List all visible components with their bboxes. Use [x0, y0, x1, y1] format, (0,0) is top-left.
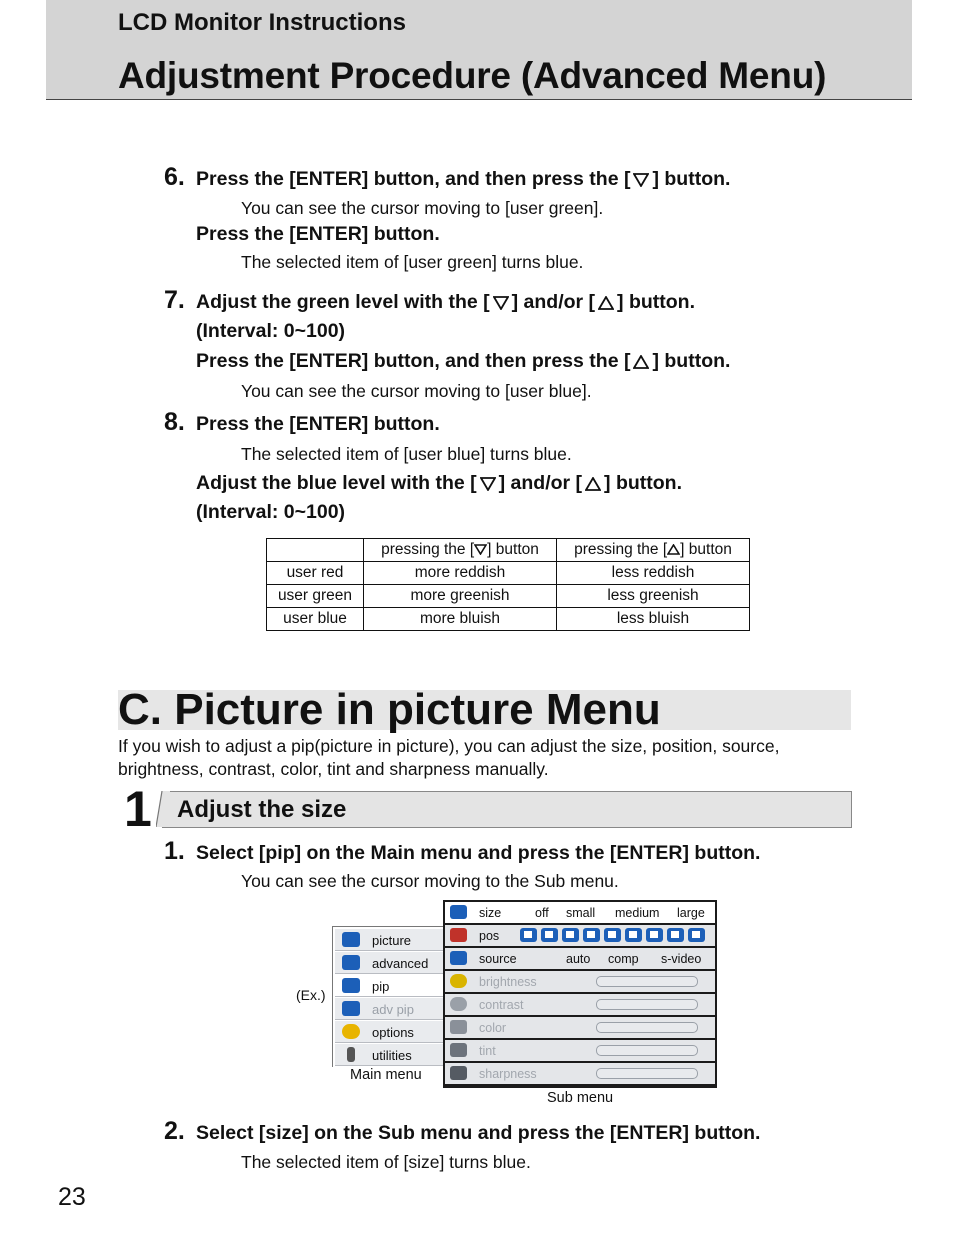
- header-subtitle: LCD Monitor Instructions: [118, 9, 406, 36]
- position-marker: [608, 931, 616, 938]
- main-menu-item-utilities[interactable]: [335, 1044, 443, 1066]
- table-cell: user green: [267, 585, 364, 608]
- text: ] and/or [: [498, 472, 583, 494]
- section-c-intro-1: If you wish to adjust a pip(picture in picture), you can adjust the size, position, source,: [118, 736, 780, 756]
- main-menu-item-picture[interactable]: [335, 929, 443, 951]
- text: Adjust the green level with the [: [196, 291, 490, 313]
- pip-step-1-line-1: [196, 842, 760, 865]
- source-option-auto[interactable]: auto: [566, 952, 591, 966]
- menu-term: user green: [509, 198, 594, 218]
- position-marker: [671, 931, 679, 938]
- example-label: (Ex.): [296, 987, 326, 1003]
- tint-icon: [450, 1043, 467, 1057]
- table-cell: more greenish: [364, 585, 557, 608]
- sharpness-icon: [450, 1066, 467, 1080]
- position-marker: [566, 931, 574, 938]
- text: ] button: [487, 541, 539, 558]
- position-option-icon[interactable]: [646, 928, 663, 942]
- table-cell: more bluish: [364, 608, 557, 631]
- text: Press the [ENTER] button, and then press the [: [196, 350, 631, 372]
- position-marker: [545, 931, 553, 938]
- position-marker: [692, 931, 700, 938]
- table-cell: less greenish: [557, 585, 750, 608]
- text: ] button.: [652, 350, 731, 372]
- position-option-icon[interactable]: [583, 928, 600, 942]
- table-cell: more reddish: [364, 562, 557, 585]
- text: Adjust the blue level with the [: [196, 472, 477, 494]
- main-menu-caption: Main menu: [350, 1067, 422, 1083]
- sharpness-slider[interactable]: [596, 1068, 698, 1079]
- row-label: size: [479, 906, 502, 920]
- position-option-icon[interactable]: [688, 928, 705, 942]
- pip-step-2-line-1: [196, 1122, 760, 1145]
- text: pressing the [: [574, 541, 668, 558]
- text: ] on the Sub menu and press the [ENTER] button.: [302, 1122, 761, 1144]
- text: The selected item of [: [241, 444, 409, 464]
- step-7-line-3: [196, 350, 730, 373]
- sub-menu: [443, 900, 717, 1088]
- text: ] button.: [617, 291, 696, 313]
- text: ].: [581, 381, 592, 401]
- row-label: tint: [479, 1044, 496, 1058]
- table-header-down: [364, 539, 557, 562]
- row-label: pos: [479, 929, 500, 943]
- text: The selected item of [: [241, 252, 409, 272]
- step-6-line-3: Press the [ENTER] button.: [196, 223, 440, 245]
- sub-menu-row-contrast[interactable]: [445, 994, 715, 1015]
- source-option-comp[interactable]: comp: [608, 952, 639, 966]
- text: You can see the cursor moving to [: [241, 381, 510, 401]
- main-menu-item-advanced[interactable]: [335, 952, 443, 974]
- position-option-icon[interactable]: [604, 928, 621, 942]
- subsection-heading: [162, 791, 852, 828]
- sub-menu-caption: Sub menu: [547, 1090, 614, 1106]
- pip-step-2-number: 2.: [164, 1117, 185, 1145]
- page-title: Adjustment Procedure (Advanced Menu): [118, 55, 827, 96]
- size-option-small[interactable]: small: [566, 906, 596, 920]
- position-option-icon[interactable]: [667, 928, 684, 942]
- section-c-heading: [118, 685, 851, 734]
- color-adjust-table: [266, 538, 750, 631]
- step-6-line-1: [196, 168, 730, 191]
- pip-step-1-line-2: You can see the cursor moving to the Sub menu.: [241, 871, 619, 891]
- step-6-text-a: Press the [ENTER] button, and then press the [: [196, 168, 631, 190]
- down-triangle-icon: [480, 477, 496, 491]
- sub-menu-row-sharpness[interactable]: [445, 1063, 715, 1084]
- step-7-line-4: [241, 381, 592, 402]
- step-7-number: 7.: [164, 286, 185, 314]
- row-label: brightness: [479, 975, 537, 989]
- section-c-intro-2: brightness, contrast, color, tint and sharpness manually.: [118, 759, 549, 779]
- text: ] turns blue.: [491, 252, 584, 272]
- position-option-icon[interactable]: [541, 928, 558, 942]
- step-8-line-4: (Interval: 0~100): [196, 501, 346, 523]
- source-icon: [450, 951, 467, 965]
- pip-step-2-line-2: [241, 1152, 531, 1173]
- sub-menu-row-size[interactable]: [445, 902, 715, 923]
- pip-step-1-number: 1.: [164, 837, 185, 865]
- contrast-icon: [450, 997, 467, 1011]
- sub-menu-row-brightness[interactable]: [445, 971, 715, 992]
- row-label: source: [479, 952, 517, 966]
- size-option-off[interactable]: off: [535, 906, 549, 920]
- page-number: 23: [58, 1183, 86, 1211]
- down-triangle-icon: [493, 296, 509, 310]
- menu-item-label: advanced: [372, 956, 429, 971]
- position-option-icon[interactable]: [520, 928, 537, 942]
- pip-icon: [342, 978, 360, 993]
- main-menu-item-options[interactable]: [335, 1021, 443, 1043]
- step-7-line-2: (Interval: 0~100): [196, 320, 346, 342]
- color-icon: [450, 1020, 467, 1034]
- text: Select [: [196, 842, 266, 864]
- menu-term: user blue: [509, 381, 582, 401]
- contrast-slider[interactable]: [596, 999, 698, 1010]
- brightness-icon: [450, 974, 467, 988]
- color-slider[interactable]: [596, 1022, 698, 1033]
- size-option-medium[interactable]: medium: [615, 906, 660, 920]
- table-row: [267, 585, 750, 608]
- text: ] and/or [: [511, 291, 596, 313]
- text: ] button.: [604, 472, 682, 494]
- menu-item-label: adv pip: [372, 1002, 414, 1017]
- main-menu-item-adv-pip[interactable]: [335, 998, 443, 1020]
- table-cell: user blue: [267, 608, 364, 631]
- tint-slider[interactable]: [596, 1045, 698, 1056]
- position-marker: [650, 931, 658, 938]
- options-icon: [342, 1024, 360, 1039]
- utilities-icon: [347, 1047, 355, 1062]
- position-marker: [587, 931, 595, 938]
- text: ] on the Main menu and press the [ENTER] button.: [294, 842, 761, 864]
- up-triangle-icon: [598, 296, 614, 310]
- adv-pip-icon: [342, 1001, 360, 1016]
- table-cell: less reddish: [557, 562, 750, 585]
- position-option-icon[interactable]: [625, 928, 642, 942]
- step-6-text-b: ] button.: [652, 168, 731, 190]
- position-marker: [524, 931, 532, 938]
- down-triangle-icon: [474, 544, 487, 555]
- up-triangle-icon: [667, 544, 680, 555]
- sub-menu-row-tint[interactable]: [445, 1040, 715, 1061]
- text: The selected item of [: [241, 1152, 409, 1172]
- text: ].: [593, 198, 604, 218]
- section-c-title: C. Picture in picture Menu: [118, 685, 661, 734]
- step-6-number: 6.: [164, 163, 185, 191]
- step-8-line-2: [241, 444, 572, 465]
- row-label: contrast: [479, 998, 524, 1012]
- advanced-icon: [342, 955, 360, 970]
- picture-icon: [342, 932, 360, 947]
- text: ] button: [680, 541, 732, 558]
- table-row: [267, 562, 750, 585]
- up-triangle-icon: [585, 477, 601, 491]
- main-menu-item-pip[interactable]: [335, 975, 443, 997]
- step-8-number: 8.: [164, 408, 185, 436]
- menu-term: size: [265, 1122, 303, 1144]
- step-8-line-3: [196, 472, 682, 495]
- source-option-s-video[interactable]: s-video: [661, 952, 702, 966]
- menu-term: pip: [265, 842, 295, 864]
- row-label: sharpness: [479, 1067, 537, 1081]
- table-header-up: [557, 539, 750, 562]
- subsection-number: 1: [124, 781, 152, 837]
- text: ] turns blue.: [439, 1152, 531, 1172]
- table-cell: user red: [267, 562, 364, 585]
- menu-term: user blue: [408, 444, 481, 464]
- pos-icon: [450, 928, 467, 942]
- menu-term: size: [408, 1152, 440, 1172]
- size-icon: [450, 905, 467, 919]
- row-label: color: [479, 1021, 507, 1035]
- heading-slash-decoration: [156, 791, 170, 827]
- subsection-title: Adjust the size: [177, 796, 347, 823]
- step-8-line-1: Press the [ENTER] button.: [196, 413, 440, 435]
- table-header-row: [267, 539, 750, 562]
- main-menu: [332, 926, 443, 1067]
- menu-term: user green: [408, 252, 492, 272]
- menu-item-label: pip: [372, 979, 390, 994]
- menu-item-label: picture: [372, 933, 412, 948]
- sub-menu-row-color[interactable]: [445, 1017, 715, 1038]
- text: pressing the [: [381, 541, 475, 558]
- text: You can see the cursor moving to [: [241, 198, 510, 218]
- brightness-slider[interactable]: [596, 976, 698, 987]
- position-marker: [629, 931, 637, 938]
- step-7-line-1: [196, 291, 695, 314]
- size-option-large[interactable]: large: [677, 906, 705, 920]
- text: ] turns blue.: [480, 444, 572, 464]
- step-6-line-2: [241, 198, 603, 219]
- table-cell: less bluish: [557, 608, 750, 631]
- table-header-blank: [267, 539, 364, 562]
- table-row: [267, 608, 750, 631]
- text: Select [: [196, 1122, 266, 1144]
- up-triangle-icon: [633, 355, 649, 369]
- sub-menu-row-source[interactable]: [445, 948, 715, 969]
- down-triangle-icon: [633, 173, 649, 187]
- menu-item-label: options: [372, 1025, 414, 1040]
- position-option-icon[interactable]: [562, 928, 579, 942]
- step-6-line-4: [241, 252, 583, 273]
- sub-menu-row-pos[interactable]: [445, 925, 715, 946]
- menu-item-label: utilities: [372, 1048, 412, 1063]
